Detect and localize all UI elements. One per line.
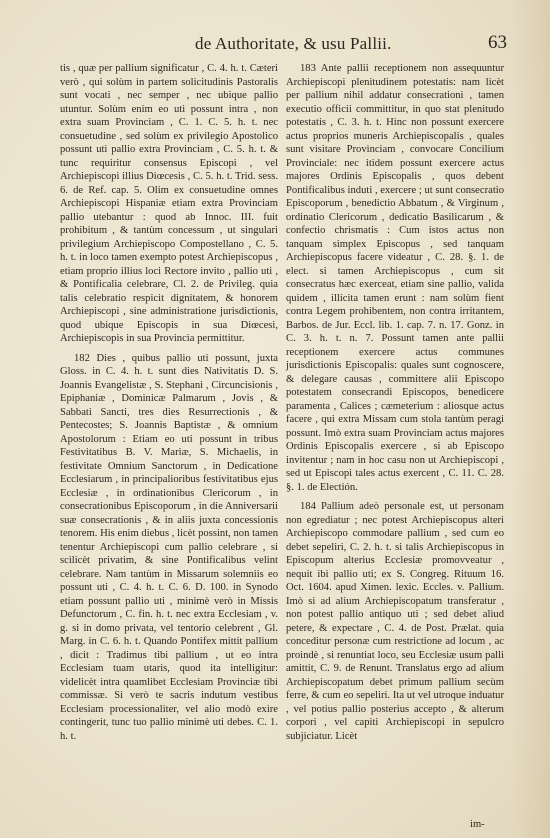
page-edge-stain <box>510 0 550 838</box>
paragraph: 183 Ante pallii receptionem non assequuntur Archiepiscopi plenitudinem potestatis: nam licèt per pallium nihil addatur consecrationi , tamen executio officii committitur, in quo stat plenitudo potestatis , C. 3. h. t. Hinc non possunt exercere actus proprios muneris Archiepiscopalis , quales sunt visitare Provinciam , convocare Concilium Provinciale: nec itidem possunt exercere actus majores Ordinis Episcopalis , quos debent Pontificalibus induti , exercere ; ut sunt consecratio Episcoporum , benedictio Abbatum , & Virginum , ordinatio Clericorum , dedicatio Basilicarum , & confectio chrismatis : Cum istos actus non tanquam simplex Episcopus , sed tanquam Archiepiscopus facere videatur , C. 28. §. 1. de elect. si tamen Archiepiscopus , cum sit consecratus hæc exerceat, etiam sine pallio, valida quidem , illicita tamen erunt : nam solùm fient contra Legem prohibentem, non contra irritantem, Barbos. de Jur. Eccl. lib. 1. cap. 7. n. 17. Gonz. in C. 3. h. t. n. 7. Possunt tamen ante pallii receptionem exercere actus communes jurisdictionis Episcopalis: quales sunt cognoscere, & delegare causas , committere alii Episcopo potestatem consecrandi Episcopos, benedicere paramenta , Calices ; cæmeterium : aliosque actus facere , qui extra Missam cum stola tantùm peragi possunt. Imò extra suam Provinciam actus majores Ordinis Episcopalis exercere , si ab Episcopo invitentur ; nam in hoc casu non ut Archiepiscopi , sed ut Episcopi tales actus exercent , C. 11. C. 28. §. 1. de Electión. <box>286 63 504 493</box>
running-head: de Authoritate, & usu Pallii. <box>195 34 392 53</box>
catchword: im- <box>470 819 485 830</box>
left-column <box>60 62 278 749</box>
paragraph: tis , quæ per pallium significatur , C. 4. h. t. Cæteri verò , qui solùm in partem solicitudinis Pastoralis sunt vocati , nec semper , nec ubique pallio utuntur. Solùm enim eo uti possunt intra , non extra suam Provinciam , C. 1. C. 5. h. t. nec consuetudine , sed solùm ex privilegio Apostolico possunt uti pallio extra Provinciam , C. 5. h. t. & tunc requiritur consensus Episcopi , vel Archiepiscopi illius Diœcesis , C. 5. h. t. Trid. sess. 6. de Ref. cap. 5. Olim ex consuetudine omnes Archiepiscopi Hispaniæ etiam extra Provinciam pallio utebantur : quod ab Innoc. III. fuit prohibitum , & tantùm concessum , ut singulari privilegium Archiepiscopo Compostellano , C. 5. h. t. in loco tamen exempto potest Archiepiscopus , etiam proprio illius loci Rectore invito , pallio uti , & Pontificalia celebrare, Cl. 2. de Privileg. quia talis celebratio respicit dignitatem, & honorem Archiepiscopi , sine administratione jurisdictionis, quod ubique Episcopis in sua Diœcesi, Archiepiscopis in sua Provincia permittitur. <box>60 63 278 344</box>
page-header <box>0 32 550 56</box>
right-column <box>286 62 504 749</box>
page-number: 63 <box>488 32 507 53</box>
paragraph: 182 Dies , quibus pallio uti possunt, juxta Gloss. in C. 4. h. t. sunt dies Nativitatis D. S. Joannis Evangelistæ , S. Stephani , Circuncisionis , Epiphaniæ , Dominicæ Palmarum , Jovis , & Sabbati Sancti, tres dies Resurrectionis , & Pentecostes; S. Joannis Baptistæ , & omnium Apostolorum : Etiam eo uti possunt in tribus Festivitatibus B. V. Mariæ, S. Michaelis, in festivitate Omnium Sanctorum , in Dedicatione Ecclesiarum , in principalioribus festivitatibus ejus Ecclesiæ , in ordinationibus Clericorum , in consecrationibus Episcoporum , in die Anniversarii suæ consecrationis , & in aliis juxta concessionis tenorem. His enim diebus , licèt possint, non tamen tenentur Archiepiscopi cum pallio celebrare , si scilicèt privatim, & sine Pontificalibus velint celebrare. Nam tantùm in Missarum solemniis eo possunt uti , C. 4. h. t. C. 6. D. 100. in Synodo etiam possunt pallio uti , minimè verò in Missis Defunctorum , C. fin. h. t. nec extra Ecclesiam , v. g. si in domo privata, vel tentorio celebrent , Gl. Marg. in C. 6. h. t. Quando Pontifex mittit pallium , dicit : Tradimus tibi pallium , ut eo intra Ecclesiam tuam utaris, quod ita intelligitur: videlicèt intra quamlibet Ecclesiam Provinciæ tibi commissæ. Si verò te sacris indutum vestibus Ecclesiam processionaliter, vel alio modò exire contingerit, tunc tuo pallio minimè uti debes. C. 1. h. t. <box>60 352 278 742</box>
paragraph: 184 Pallium adeò personale est, ut personam non egrediatur ; nec potest Archiepiscopus alteri Archiepiscopo commodare pallium , sed cum eo debet sepeliri, C. 2. h. t. si talis Archiepiscopus in Episcopum alterius Ecclesiæ promovveatur , nequit ibi pallio uti; ex S. Congreg. Rituum 16. Oct. 1604. apud Ximen. lexic. Eccles. v. Pallium. Imò si ad alium Archiepiscopatum transferatur , non potest pallio antiquo uti ; sed debet aliud petere, & expectare , C. 4. de Post. Prælat. quia conceditur personæ cum restrictione ad locum , ac proindè , si renuntiat loco, seu Ecclesiæ usum palli amittit, C. 9. de Renunt. Translatus ergo ad alium Archiepiscopatum debet primum pallium secùm ferre, & cum eo sepeliri. Ita ut vel utroque induatur , vel potius pallio posterius accepto , & alterum corpori , vel capiti Archiepiscopi in sepulcro subjiciatur. Licèt <box>286 501 504 742</box>
